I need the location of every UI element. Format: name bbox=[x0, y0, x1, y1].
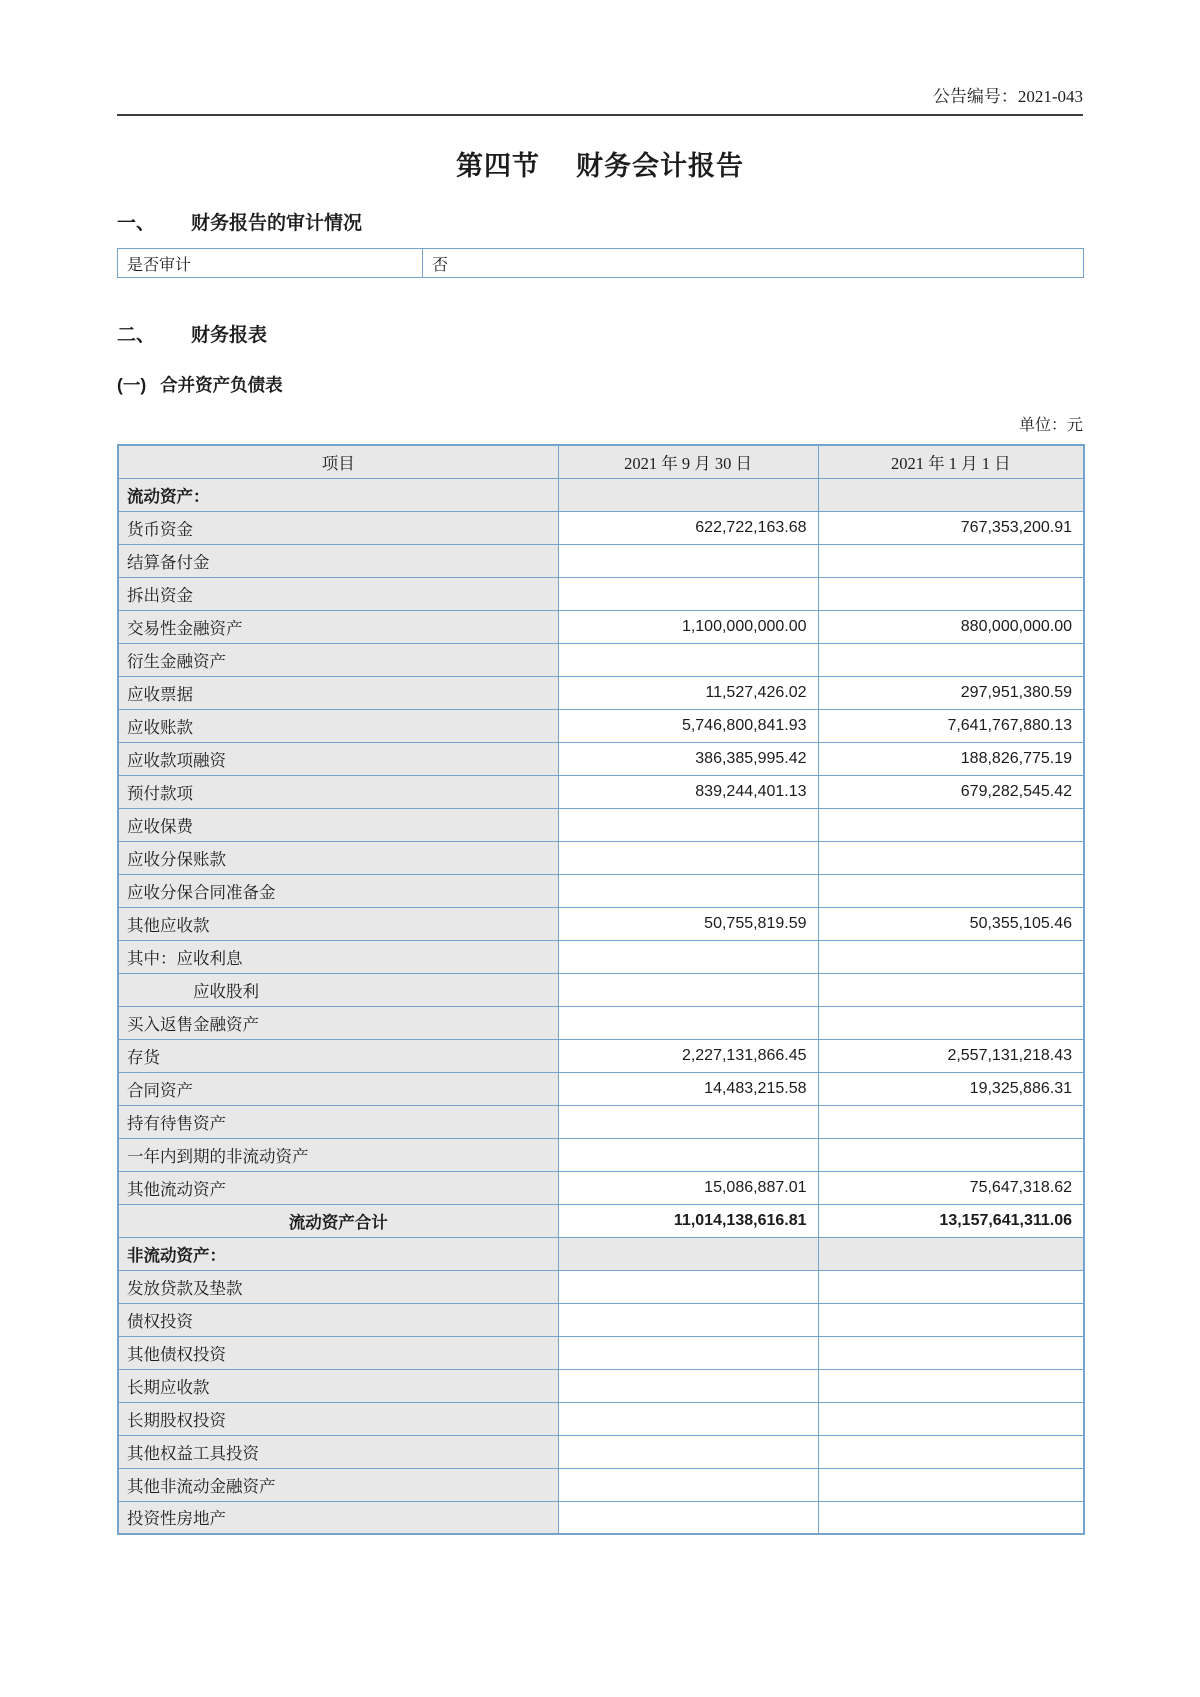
column-header-date-1: 2021 年 9 月 30 日 bbox=[558, 445, 818, 478]
row-value-period-1 bbox=[558, 1006, 818, 1039]
row-value-period-1 bbox=[558, 973, 818, 1006]
row-label: 持有待售资产 bbox=[118, 1105, 558, 1138]
row-value-period-2: 188,826,775.19 bbox=[818, 742, 1084, 775]
row-value-period-2: 13,157,641,311.06 bbox=[818, 1204, 1084, 1237]
subsection-balance-number: (一) bbox=[117, 375, 147, 395]
row-label: 拆出资金 bbox=[118, 577, 558, 610]
audit-answer-cell: 否 bbox=[423, 249, 1084, 278]
row-value-period-1 bbox=[558, 1105, 818, 1138]
table-row bbox=[118, 643, 1084, 676]
row-value-period-2 bbox=[818, 940, 1084, 973]
section-audit-number: 一、 bbox=[117, 213, 156, 234]
table-row bbox=[118, 1336, 1084, 1369]
table-row bbox=[118, 577, 1084, 610]
table-row bbox=[118, 1468, 1084, 1501]
table-row bbox=[118, 808, 1084, 841]
row-label: 交易性金融资产 bbox=[118, 610, 558, 643]
section-statements-title: 财务报表 bbox=[191, 325, 268, 346]
subsection-heading-balance bbox=[117, 372, 1083, 397]
table-row bbox=[118, 1006, 1084, 1039]
row-value-period-1 bbox=[558, 808, 818, 841]
row-value-period-1: 11,014,138,616.81 bbox=[558, 1204, 818, 1237]
section-heading-statements bbox=[117, 320, 1083, 347]
row-value-period-2 bbox=[818, 1369, 1084, 1402]
row-value-period-2 bbox=[818, 544, 1084, 577]
row-value-period-1 bbox=[558, 940, 818, 973]
column-header-item: 项目 bbox=[118, 445, 558, 478]
row-value-period-2 bbox=[818, 1006, 1084, 1039]
row-label: 应收分保账款 bbox=[118, 841, 558, 874]
row-value-period-1 bbox=[558, 1237, 818, 1270]
row-label: 其他流动资产 bbox=[118, 1171, 558, 1204]
row-value-period-1 bbox=[558, 577, 818, 610]
row-value-period-1 bbox=[558, 1270, 818, 1303]
page-title bbox=[117, 144, 1083, 183]
table-row bbox=[118, 742, 1084, 775]
table-row bbox=[118, 610, 1084, 643]
page-title-section-no: 第四节 bbox=[456, 151, 540, 181]
unit-label: 单位：元 bbox=[1018, 417, 1083, 434]
row-value-period-1 bbox=[558, 478, 818, 511]
row-value-period-2: 297,951,380.59 bbox=[818, 676, 1084, 709]
table-row bbox=[118, 1402, 1084, 1435]
row-label: 债权投资 bbox=[118, 1303, 558, 1336]
row-value-period-2: 50,355,105.46 bbox=[818, 907, 1084, 940]
row-value-period-1 bbox=[558, 1369, 818, 1402]
row-value-period-1 bbox=[558, 544, 818, 577]
audit-table-row bbox=[118, 249, 1084, 278]
column-header-date-2: 2021 年 1 月 1 日 bbox=[818, 445, 1084, 478]
table-row bbox=[118, 1435, 1084, 1468]
table-row bbox=[118, 1369, 1084, 1402]
table-row bbox=[118, 1105, 1084, 1138]
row-value-period-1: 839,244,401.13 bbox=[558, 775, 818, 808]
row-label: 应收股利 bbox=[118, 973, 558, 1006]
table-row bbox=[118, 1501, 1084, 1534]
section-audit-title: 财务报告的审计情况 bbox=[191, 213, 363, 234]
audit-table bbox=[117, 248, 1084, 278]
row-label: 其他权益工具投资 bbox=[118, 1435, 558, 1468]
row-value-period-2 bbox=[818, 1270, 1084, 1303]
row-value-period-1: 15,086,887.01 bbox=[558, 1171, 818, 1204]
row-value-period-2 bbox=[818, 1105, 1084, 1138]
row-value-period-1 bbox=[558, 1138, 818, 1171]
row-label: 其他债权投资 bbox=[118, 1336, 558, 1369]
row-value-period-1 bbox=[558, 1336, 818, 1369]
row-label: 发放贷款及垫款 bbox=[118, 1270, 558, 1303]
table-row bbox=[118, 841, 1084, 874]
section-statements-number: 二、 bbox=[117, 325, 156, 346]
row-label: 存货 bbox=[118, 1039, 558, 1072]
row-value-period-2: 7,641,767,880.13 bbox=[818, 709, 1084, 742]
row-value-period-2 bbox=[818, 973, 1084, 1006]
header-rule bbox=[117, 114, 1083, 116]
table-row bbox=[118, 1204, 1084, 1237]
table-row bbox=[118, 874, 1084, 907]
row-value-period-2 bbox=[818, 1138, 1084, 1171]
row-value-period-2 bbox=[818, 478, 1084, 511]
row-value-period-1 bbox=[558, 841, 818, 874]
row-label: 长期应收款 bbox=[118, 1369, 558, 1402]
page-title-text: 财务会计报告 bbox=[576, 151, 744, 181]
row-value-period-2: 880,000,000.00 bbox=[818, 610, 1084, 643]
row-value-period-1 bbox=[558, 874, 818, 907]
table-row bbox=[118, 1303, 1084, 1336]
row-value-period-1: 14,483,215.58 bbox=[558, 1072, 818, 1105]
table-row bbox=[118, 1237, 1084, 1270]
row-value-period-2 bbox=[818, 874, 1084, 907]
table-row bbox=[118, 1270, 1084, 1303]
row-value-period-2 bbox=[818, 1336, 1084, 1369]
table-row bbox=[118, 775, 1084, 808]
table-row bbox=[118, 544, 1084, 577]
audit-question-cell: 是否审计 bbox=[118, 249, 423, 278]
table-row bbox=[118, 1072, 1084, 1105]
row-value-period-2 bbox=[818, 643, 1084, 676]
row-value-period-1 bbox=[558, 1501, 818, 1534]
row-value-period-2 bbox=[818, 1303, 1084, 1336]
table-row bbox=[118, 1039, 1084, 1072]
row-label: 非流动资产： bbox=[118, 1237, 558, 1270]
row-value-period-1: 1,100,000,000.00 bbox=[558, 610, 818, 643]
row-value-period-2 bbox=[818, 808, 1084, 841]
announcement-number: 公告编号：2021-043 bbox=[932, 87, 1083, 106]
row-value-period-2 bbox=[818, 1237, 1084, 1270]
row-label: 其他应收款 bbox=[118, 907, 558, 940]
row-value-period-2: 767,353,200.91 bbox=[818, 511, 1084, 544]
row-value-period-1 bbox=[558, 1303, 818, 1336]
row-label: 一年内到期的非流动资产 bbox=[118, 1138, 558, 1171]
row-label: 买入返售金融资产 bbox=[118, 1006, 558, 1039]
row-label: 货币资金 bbox=[118, 511, 558, 544]
table-row bbox=[118, 478, 1084, 511]
row-label: 投资性房地产 bbox=[118, 1501, 558, 1534]
row-value-period-1: 622,722,163.68 bbox=[558, 511, 818, 544]
row-label: 应收分保合同准备金 bbox=[118, 874, 558, 907]
row-value-period-2: 19,325,886.31 bbox=[818, 1072, 1084, 1105]
row-label: 其中：应收利息 bbox=[118, 940, 558, 973]
row-label: 流动资产合计 bbox=[118, 1204, 558, 1237]
row-label: 应收账款 bbox=[118, 709, 558, 742]
balance-sheet-table bbox=[117, 444, 1085, 1535]
document-page bbox=[117, 0, 1083, 1535]
row-label: 流动资产： bbox=[118, 478, 558, 511]
row-label: 合同资产 bbox=[118, 1072, 558, 1105]
row-label: 应收款项融资 bbox=[118, 742, 558, 775]
table-row bbox=[118, 940, 1084, 973]
row-value-period-1: 386,385,995.42 bbox=[558, 742, 818, 775]
row-value-period-1: 5,746,800,841.93 bbox=[558, 709, 818, 742]
row-value-period-1: 11,527,426.02 bbox=[558, 676, 818, 709]
row-label: 应收票据 bbox=[118, 676, 558, 709]
row-value-period-2 bbox=[818, 1501, 1084, 1534]
row-value-period-2 bbox=[818, 1468, 1084, 1501]
row-value-period-2 bbox=[818, 1435, 1084, 1468]
row-value-period-2: 679,282,545.42 bbox=[818, 775, 1084, 808]
row-label: 应收保费 bbox=[118, 808, 558, 841]
row-label: 长期股权投资 bbox=[118, 1402, 558, 1435]
row-value-period-1 bbox=[558, 1468, 818, 1501]
header-row bbox=[118, 445, 1084, 478]
table-row bbox=[118, 709, 1084, 742]
row-label: 预付款项 bbox=[118, 775, 558, 808]
subsection-balance-title: 合并资产负债表 bbox=[160, 375, 283, 395]
row-label: 其他非流动金融资产 bbox=[118, 1468, 558, 1501]
balance-sheet-header bbox=[118, 445, 1084, 478]
row-value-period-1: 2,227,131,866.45 bbox=[558, 1039, 818, 1072]
row-value-period-1: 50,755,819.59 bbox=[558, 907, 818, 940]
row-value-period-2 bbox=[818, 1402, 1084, 1435]
table-row bbox=[118, 1138, 1084, 1171]
row-value-period-1 bbox=[558, 1402, 818, 1435]
row-value-period-2 bbox=[818, 577, 1084, 610]
section-heading-audit bbox=[117, 208, 1083, 235]
row-label: 结算备付金 bbox=[118, 544, 558, 577]
row-value-period-2: 75,647,318.62 bbox=[818, 1171, 1084, 1204]
row-value-period-1 bbox=[558, 1435, 818, 1468]
table-row bbox=[118, 907, 1084, 940]
table-row bbox=[118, 676, 1084, 709]
row-value-period-2: 2,557,131,218.43 bbox=[818, 1039, 1084, 1072]
row-value-period-1 bbox=[558, 643, 818, 676]
balance-sheet-body bbox=[118, 478, 1084, 1534]
table-row bbox=[118, 1171, 1084, 1204]
table-row bbox=[118, 973, 1084, 1006]
table-row bbox=[118, 511, 1084, 544]
row-label: 衍生金融资产 bbox=[118, 643, 558, 676]
row-value-period-2 bbox=[818, 841, 1084, 874]
